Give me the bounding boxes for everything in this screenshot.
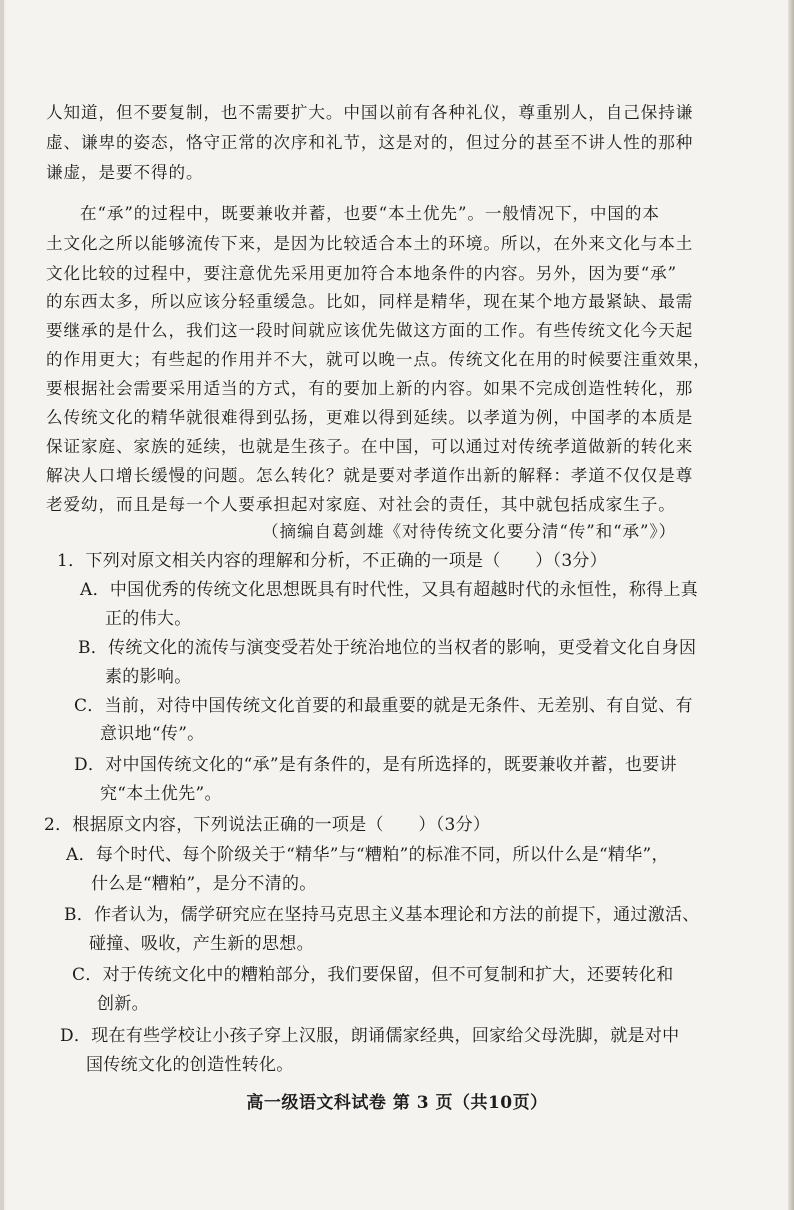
passage-line: 在“承”的过程中，既要兼收并蓄，也要“本土优先”。一般情况下，中国的本 (80, 204, 660, 223)
passage-line: 要根据社会需要采用适当的方式，有的要加上新的内容。如果不完成创造性转化，那 (46, 379, 694, 398)
option-b-cont: 碰撞、吸收，产生新的思想。 (89, 934, 314, 954)
page-footer: 高一级语文科试卷 第 3 页（共10页） (246, 1093, 548, 1113)
passage-line: 要继承的是什么，我们这一段时间就应该优先做这方面的工作。有些传统文化今天起 (46, 321, 694, 340)
option-c: C．当前，对待中国传统文化首要的和最重要的就是无条件、无差别、有自觉、有 (74, 696, 693, 716)
option-d: D．现在有些学校让小孩子穿上汉服，朗诵儒家经典，回家给父母洗脚，就是对中 (60, 1026, 680, 1046)
page-right-edge (788, 0, 794, 1210)
passage-line: 解决人口增长缓慢的问题。怎么转化？就是要对孝道作出新的解释：孝道不仅仅是尊 (46, 466, 694, 485)
passage-line: 的作用更大；有些起的作用并不大，就可以晚一点。传统文化在用的时候要注重效果， (46, 350, 711, 369)
passage-line: 么传统文化的精华就很难得到弘扬，更难以得到延续。以孝道为例，中国孝的本质是 (46, 408, 694, 427)
option-c: C．对于传统文化中的糟粕部分，我们要保留，但不可复制和扩大，还要转化和 (72, 965, 674, 985)
passage-source: （摘编自葛剑雄《对待传统文化要分清“传”和“承”》） (262, 522, 677, 541)
option-b: B．传统文化的流传与演变受若处于统治地位的当权者的影响，更受着文化自身因 (78, 638, 697, 658)
option-b-cont: 素的影响。 (105, 667, 192, 687)
passage-line: 谦虚，是要不得的。 (46, 163, 204, 182)
page-left-edge (0, 0, 4, 1210)
option-b: B．作者认为，儒学研究应在坚持马克思主义基本理论和方法的前提下，通过激活、 (64, 905, 700, 925)
passage-line: 人知道，但不要复制，也不需要扩大。中国以前有各种礼仪，尊重别人，自己保持谦 (46, 103, 694, 122)
passage-line: 土文化之所以能够流传下来，是因为比较适合本土的环境。所以，在外来文化与本土 (46, 234, 694, 253)
option-d-cont: 究“本土优先”。 (100, 784, 222, 804)
option-a: A．中国优秀的传统文化思想既具有时代性，又具有超越时代的永恒性，称得上真 (80, 580, 699, 600)
passage-line: 老爱幼，而且是每一个人要承担起对家庭、对社会的责任，其中就包括成家生子。 (46, 495, 676, 514)
passage-line: 保证家庭、家族的延续，也就是生孩子。在中国，可以通过对传统孝道做新的转化来 (46, 437, 694, 456)
option-d: D．对中国传统文化的“承”是有条件的，是有所选择的，既要兼收并蓄，也要讲 (74, 755, 677, 775)
option-d-cont: 国传统文化的创造性转化。 (86, 1055, 294, 1075)
passage-line: 文化比较的过程中，要注意优先采用更加符合本地条件的内容。另外，因为要“承” (46, 264, 678, 283)
question-stem: 1．下列对原文相关内容的理解和分析，不正确的一项是（ ）（3分） (57, 551, 608, 571)
passage-line: 的东西太多，所以应该分轻重缓急。比如，同样是精华，现在某个地方最紧缺、最需 (46, 292, 694, 311)
option-a-cont: 正的伟大。 (105, 609, 192, 629)
passage-line: 虚、谦卑的姿态，恪守正常的次序和礼节，这是对的，但过分的甚至不讲人性的那种 (46, 133, 694, 152)
option-c-cont: 意识地“传”。 (100, 724, 205, 744)
option-a-cont: 什么是“糟粕”，是分不清的。 (91, 874, 317, 894)
option-a: A．每个时代、每个阶级关于“精华”与“糟粕”的标准不同，所以什么是“精华”， (66, 845, 669, 865)
question-stem: 2．根据原文内容，下列说法正确的一项是（ ）（3分） (44, 815, 491, 835)
option-c-cont: 创新。 (97, 994, 149, 1014)
